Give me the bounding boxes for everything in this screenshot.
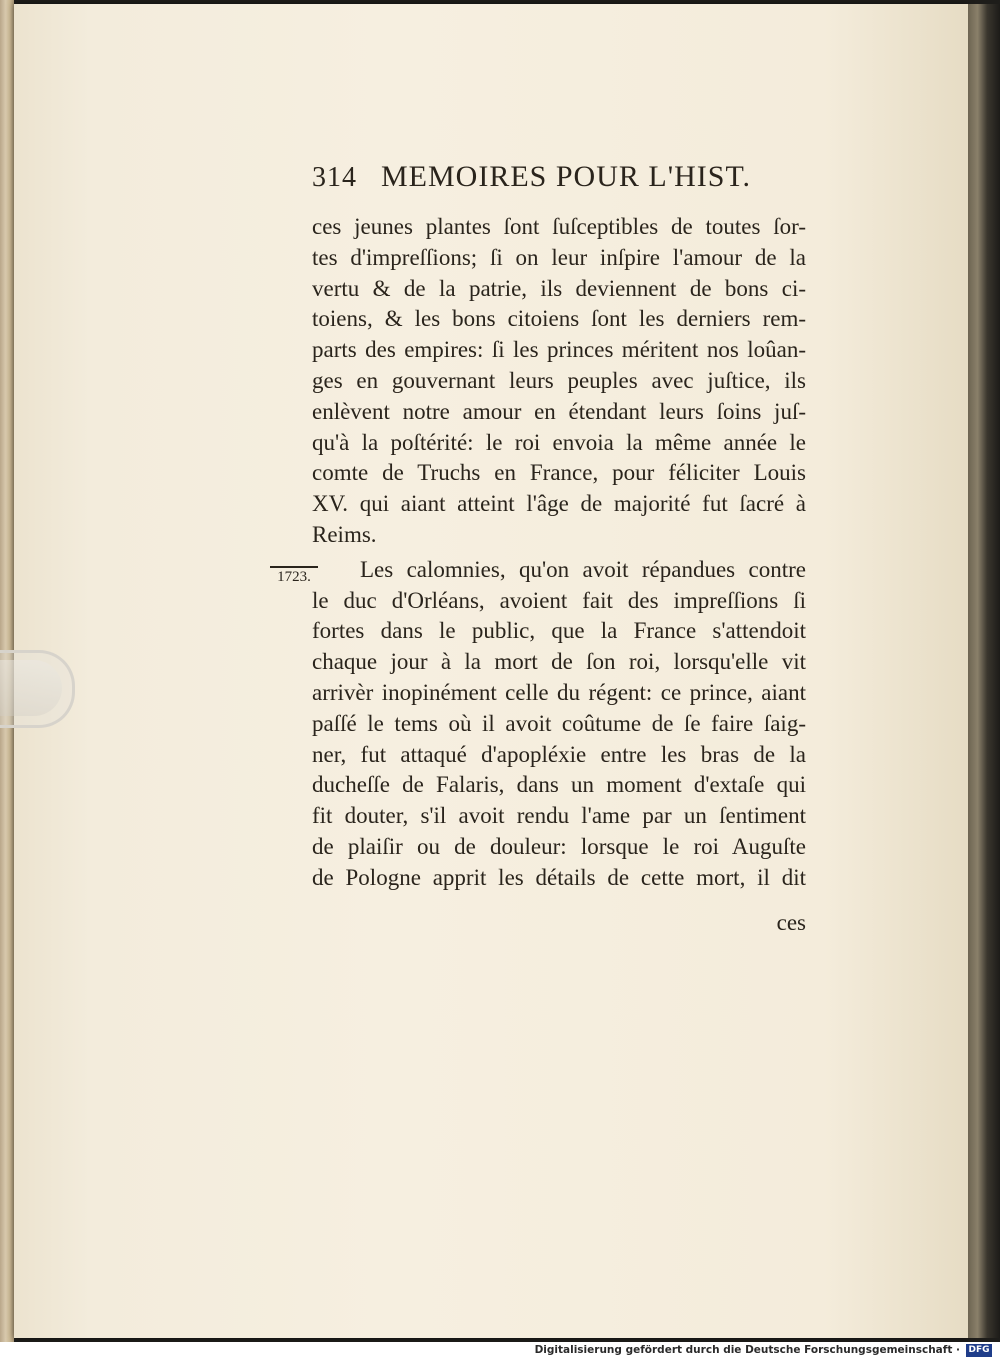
page-header	[312, 160, 812, 200]
paragraph-2	[312, 555, 806, 894]
text-line: Les calomnies, qu'on avoit répandues contre	[360, 556, 806, 582]
text-line: arrivèr inopinément celle du régent: ce prince, aiant	[312, 679, 806, 705]
text-line: fortes dans le public, que la France s'attendoit	[312, 618, 806, 644]
dfg-logo: DFG	[966, 1344, 992, 1357]
footer-credit: Digitalisierung gefördert durch die Deutsche Forschungsgemeinschaft ·	[534, 1344, 960, 1356]
text-line: qu'à la poſtérité: le roi envoia la même année le	[312, 429, 806, 455]
text-line: ges en gouvernant leurs peuples avec juſtice, ils	[312, 367, 806, 393]
text-line: ner, fut attaqué d'apopléxie entre les bras de la	[312, 741, 806, 767]
catchword: ces	[776, 910, 806, 935]
text-line: Reims.	[312, 521, 377, 547]
text-line: comte de Truchs en France, pour féliciter Louis	[312, 460, 806, 486]
page-number: 314	[312, 162, 357, 193]
paragraph-1	[312, 212, 806, 551]
scan-clip	[0, 650, 75, 728]
text-line: vertu & de la patrie, ils deviennent de bons ci-	[312, 275, 806, 301]
text-line: de Pologne apprit les détails de cette mort, il dit	[312, 864, 806, 890]
text-line: ces jeunes plantes ſont ſuſceptibles de toutes ſor-	[312, 214, 806, 239]
text-line: parts des empires: ſi les princes méritent nos loûan-	[312, 337, 806, 363]
text-line: toiens, & les bons citoiens ſont les derniers rem-	[312, 306, 806, 332]
body-text	[312, 212, 806, 894]
text-line: chaque jour à la mort de ſon roi, lorsqu'elle vit	[312, 649, 806, 675]
text-line: XV. qui aiant atteint l'âge de majorité fut ſacré à	[312, 491, 806, 517]
book-edge-right	[968, 4, 1000, 1338]
text-line: ducheſſe de Falaris, dans un moment d'extaſe qui	[312, 772, 806, 798]
text-line: fit douter, s'il avoit rendu l'ame par un ſentiment	[312, 803, 806, 829]
text-line: tes d'impreſſions; ſi on leur inſpire l'amour de la	[312, 244, 806, 270]
running-title: MEMOIRES POUR L'HIST.	[381, 160, 752, 193]
text-line: paſſé le tems où il avoit coûtume de ſe faire ſaig-	[312, 710, 806, 736]
text-line: de plaiſir ou de douleur: lorsque le roi Auguſte	[312, 833, 806, 859]
text-line: le duc d'Orléans, avoient fait des impreſſions ſi	[312, 587, 806, 613]
footer-credit-text: Digitalisierung gefördert durch die Deutsche Forschungsgemeinschaft	[534, 1344, 953, 1356]
margin-year-note: 1723.	[270, 566, 318, 586]
text-line: enlèvent notre amour en étendant leurs ſoins juſ-	[312, 398, 806, 424]
